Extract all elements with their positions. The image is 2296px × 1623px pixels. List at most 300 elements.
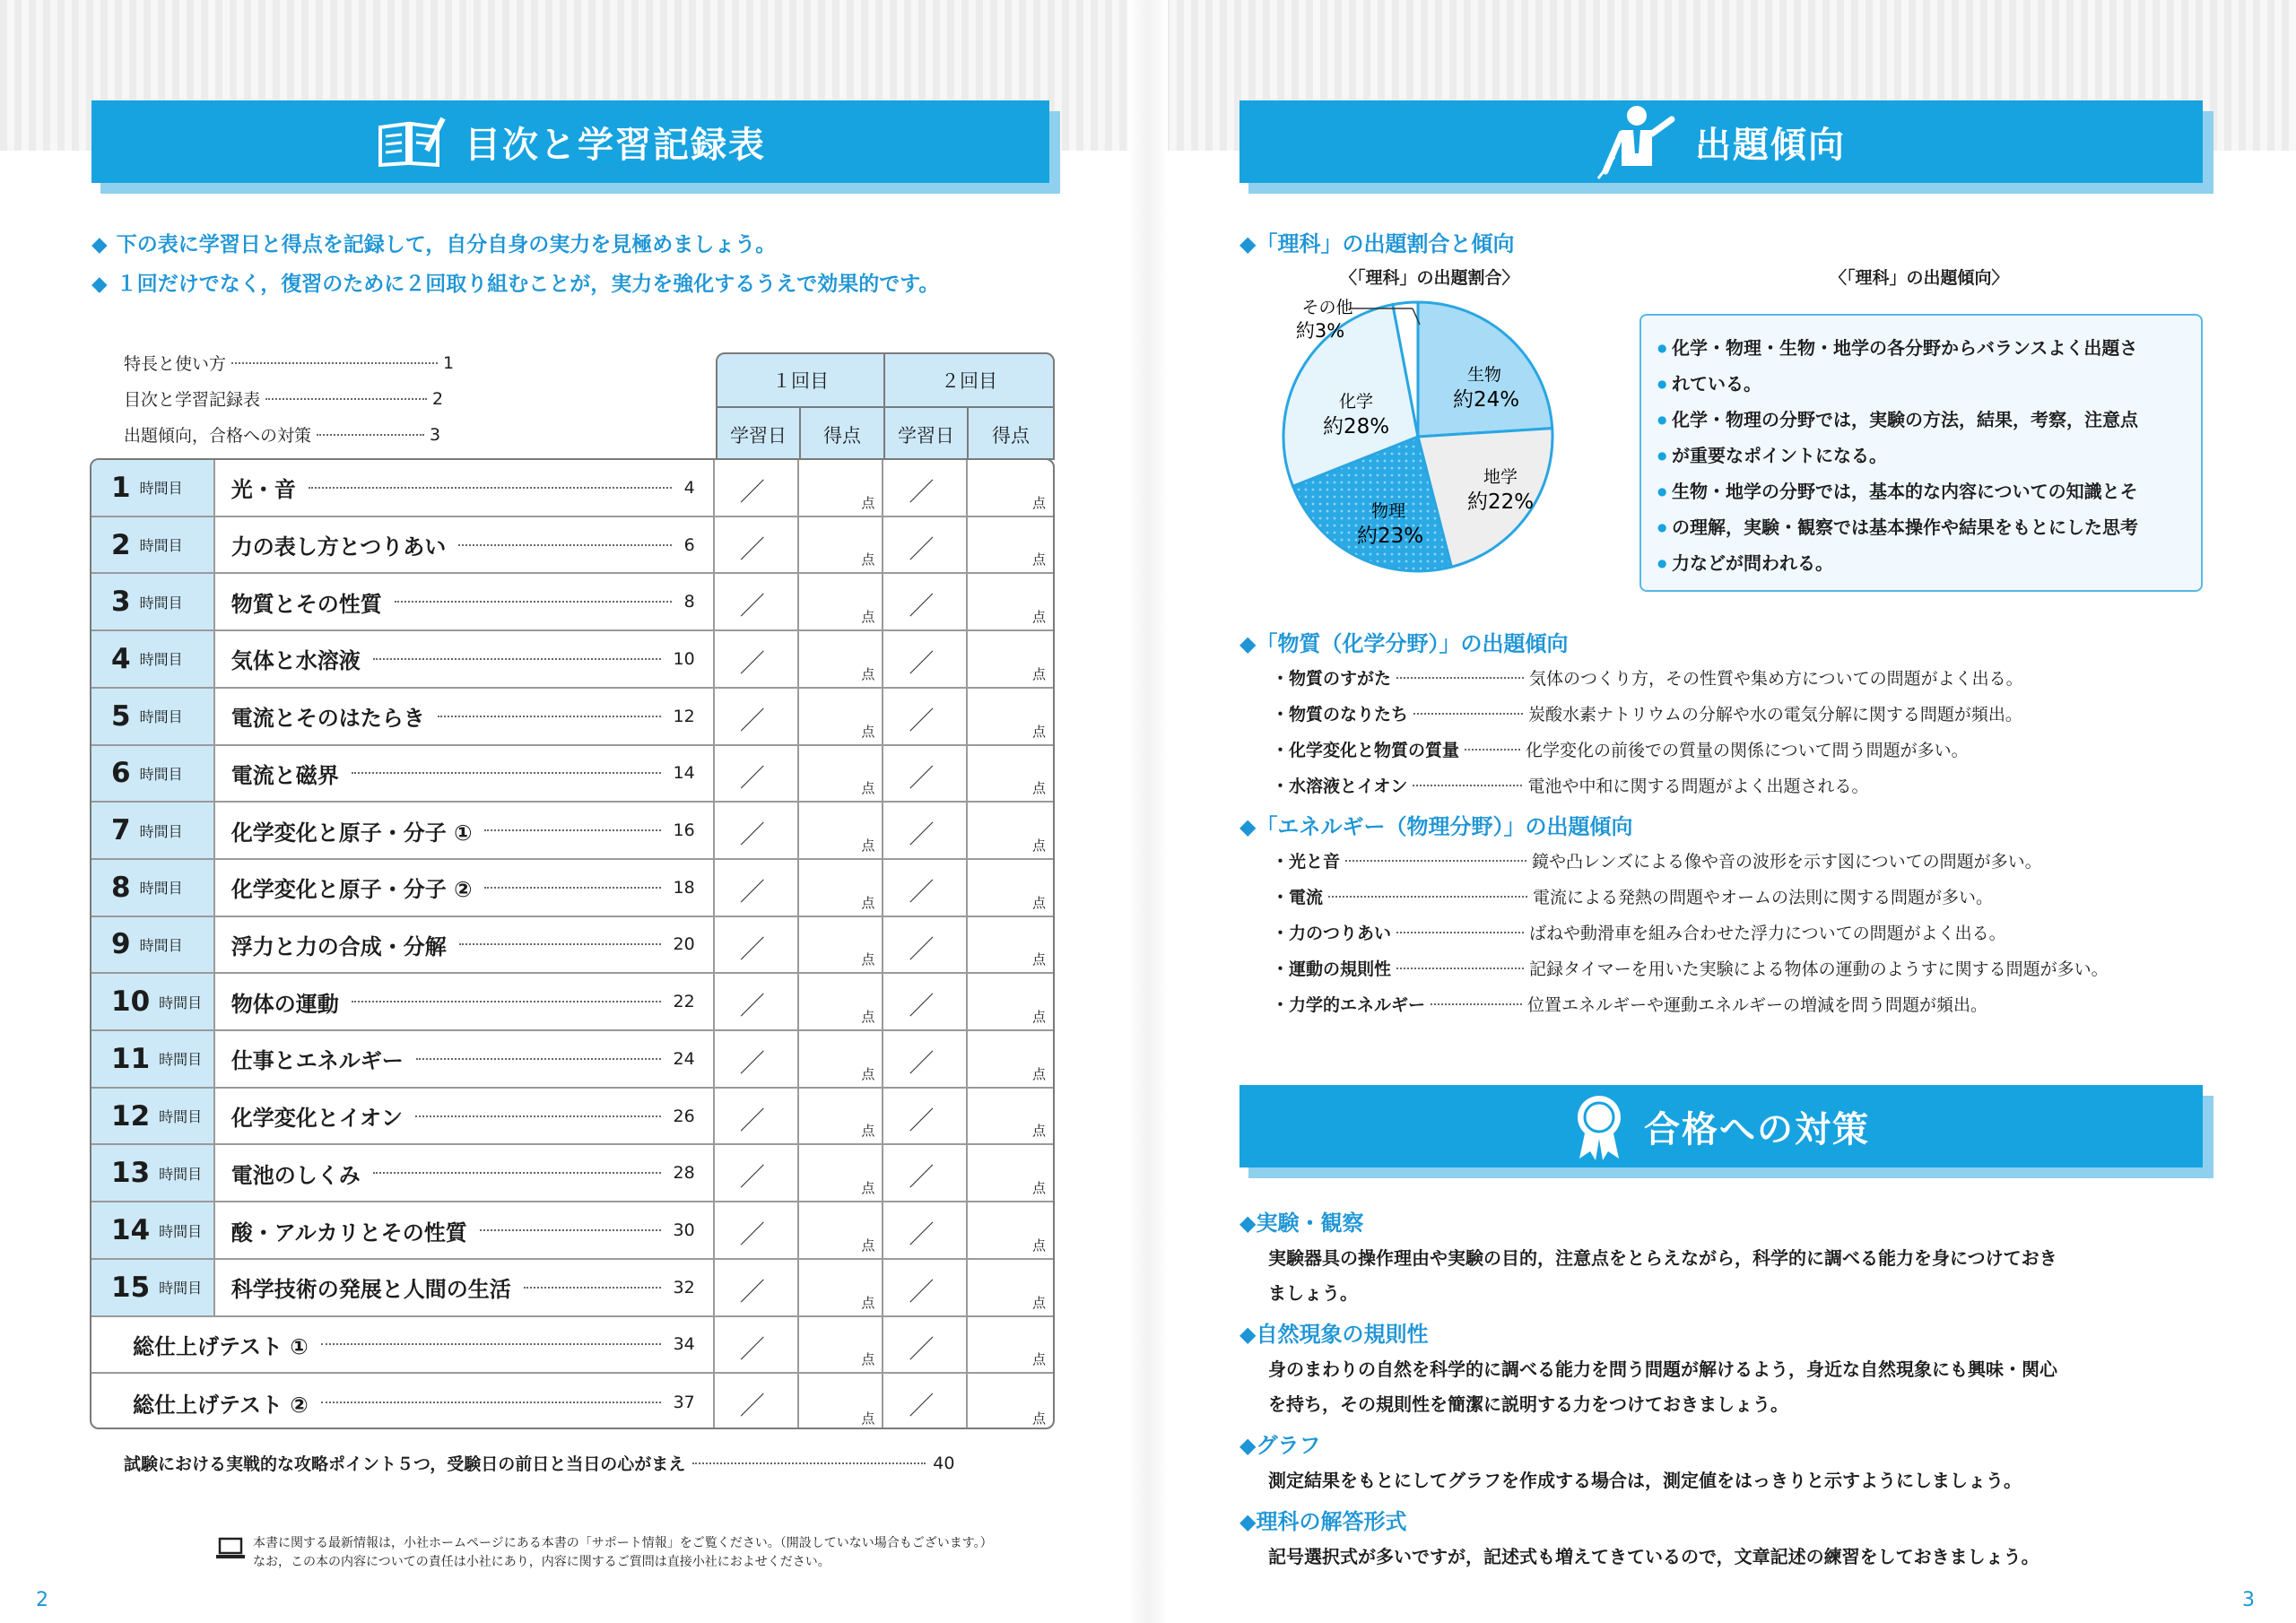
lesson-row: [91, 631, 1053, 689]
trend-row: [1272, 665, 2023, 690]
date-slash: ／: [739, 648, 765, 679]
score-cell[interactable]: [968, 1260, 1053, 1315]
lesson-number: 15: [111, 1271, 151, 1304]
date-slash: ／: [739, 534, 765, 564]
date-slash: ／: [909, 534, 935, 564]
hour-label: 時間目: [139, 708, 183, 726]
record-table-header: [716, 352, 1055, 460]
score-cell[interactable]: [968, 974, 1053, 1029]
score-cell[interactable]: [799, 803, 884, 858]
date-slash: ／: [909, 591, 935, 621]
trend-row: [1272, 737, 1969, 761]
lesson-number: 3: [111, 586, 131, 619]
study-date-cell[interactable]: [715, 860, 799, 916]
study-date-cell[interactable]: [715, 631, 799, 687]
strategy-text: 身のまわりの自然を科学的に調べる能力を問う問題が解けるよう，身近な自然現象にも興味・関心: [1268, 1358, 2057, 1380]
point-unit: 点: [1031, 1065, 1046, 1082]
trend-row: [1272, 773, 1868, 797]
date-slash: ／: [739, 933, 765, 964]
lesson-row: [91, 1031, 1053, 1089]
study-date-header: 学習日: [885, 408, 969, 460]
study-date-cell[interactable]: [883, 631, 968, 687]
score-cell[interactable]: [968, 917, 1053, 973]
study-date-cell[interactable]: [715, 1374, 799, 1429]
test-title: 総仕上げテスト ②: [133, 1392, 309, 1418]
study-date-header: 学習日: [718, 408, 801, 460]
lesson-row: [91, 460, 1053, 517]
point-unit: 点: [1031, 1123, 1046, 1140]
slice-value-earth: 約22%: [1466, 490, 1535, 514]
score-cell[interactable]: [968, 1031, 1053, 1087]
strategy-text: 測定結果をもとにしてグラフを作成する場合は，測定値をはっきりと示すようにしましょう。: [1268, 1470, 2022, 1491]
lesson-row: [91, 574, 1053, 631]
lesson-number-cell: [91, 517, 215, 573]
score-cell[interactable]: [799, 689, 884, 744]
date-slash: ／: [739, 1276, 765, 1306]
score-cell[interactable]: [968, 1145, 1053, 1201]
score-cell[interactable]: [799, 1145, 884, 1201]
study-date-cell[interactable]: [883, 574, 968, 629]
test-title-cell: [91, 1374, 715, 1429]
point-unit: 点: [861, 723, 875, 740]
lesson-page: 6: [683, 534, 695, 555]
leader-dots: [1431, 1003, 1522, 1005]
point-unit: 点: [1031, 1351, 1046, 1368]
lesson-title-cell: [215, 460, 715, 516]
date-slash: ／: [739, 1105, 765, 1135]
score-cell[interactable]: [968, 517, 1053, 573]
lesson-number-cell: [91, 1145, 215, 1201]
diamond-icon: ◆: [1239, 1509, 1257, 1534]
trend-description: 電池や中和に関する問題がよく出題される。: [1527, 777, 1869, 796]
trend-description: 電流による発熱の問題やオームの法則に関する問題が多い。: [1533, 888, 1994, 907]
strategy-text: を持ち，その規則性を簡潔に説明する力をつけておきましょう。: [1268, 1393, 1788, 1415]
pie-caption: 〈「理科」の出題割合〉: [1340, 268, 1519, 288]
trend-row: [1272, 848, 2042, 872]
lesson-title-cell: [215, 860, 715, 916]
lesson-number: 4: [111, 642, 131, 675]
lesson-page: 28: [673, 1163, 695, 1184]
trend-topic: ・電流: [1272, 888, 1324, 907]
study-date-cell[interactable]: [883, 1202, 968, 1258]
point-unit: 点: [861, 894, 875, 911]
point-unit: 点: [1031, 1410, 1046, 1427]
lesson-page: 16: [673, 820, 695, 841]
point-unit: 点: [861, 780, 875, 797]
point-unit: 点: [861, 1009, 875, 1026]
trend-row: [1272, 956, 2109, 980]
slice-value-chem: 約28%: [1322, 415, 1390, 438]
point-unit: 点: [861, 494, 875, 511]
point-unit: 点: [861, 1180, 875, 1197]
lesson-page: 32: [673, 1277, 695, 1298]
hour-label: 時間目: [139, 480, 183, 498]
strategy-text: ましょう。: [1268, 1282, 1358, 1304]
lesson-title-cell: [215, 746, 715, 802]
lesson-number-cell: [91, 631, 215, 687]
lesson-number: 1: [111, 471, 131, 504]
lesson-title: 物質とその性質: [230, 591, 382, 617]
date-slash: ／: [909, 705, 935, 735]
lesson-row: [91, 746, 1053, 803]
trend-topic: ・物質のすがた: [1272, 669, 1392, 689]
study-date-cell[interactable]: [883, 746, 968, 802]
point-unit: 点: [861, 837, 875, 854]
score-cell[interactable]: [799, 1031, 884, 1087]
lesson-row: [91, 803, 1053, 860]
score-cell[interactable]: [968, 1089, 1053, 1144]
point-unit: 点: [861, 1065, 875, 1082]
trend-description: 化学変化の前後での質量の関係について問う問題が多い。: [1526, 741, 1969, 760]
score-cell[interactable]: [968, 860, 1053, 916]
lesson-title-cell: [215, 517, 715, 573]
lesson-page: 22: [673, 992, 695, 1012]
date-slash: ／: [739, 1048, 765, 1079]
hour-label: 時間目: [139, 651, 183, 669]
lesson-title: 科学技術の発展と人間の生活: [230, 1277, 511, 1303]
lesson-title: 電流とそのはたらき: [230, 706, 425, 732]
point-unit: 点: [1031, 723, 1046, 740]
lesson-page: 4: [683, 477, 695, 498]
notebook-icon: [375, 115, 447, 169]
lesson-number-cell: [91, 974, 215, 1029]
date-slash: ／: [739, 477, 765, 507]
score-header: 得点: [801, 408, 885, 460]
test-title: 総仕上げテスト ①: [133, 1333, 309, 1359]
score-cell[interactable]: [799, 1317, 884, 1373]
test-page: 37: [673, 1393, 695, 1413]
lesson-row: [91, 1260, 1053, 1317]
trend-description: 鏡や凸レンズによる像や音の波形を示す図についての問題が多い。: [1532, 852, 2042, 872]
date-slash: ／: [909, 876, 935, 907]
trend-banner: [1239, 100, 2203, 183]
test-row: [91, 1374, 1053, 1429]
lesson-number: 2: [111, 528, 131, 561]
date-slash: ／: [909, 762, 935, 793]
score-cell[interactable]: [799, 1202, 884, 1258]
award-ribbon-icon: [1572, 1092, 1626, 1160]
trend-box: [1639, 314, 2203, 592]
lesson-title-cell: [215, 974, 715, 1029]
point-unit: 点: [1031, 1180, 1046, 1197]
study-date-cell[interactable]: [883, 689, 968, 744]
point-unit: 点: [861, 1123, 875, 1140]
study-date-cell[interactable]: [883, 803, 968, 858]
strategy-heading: ◆実験・観察: [1239, 1211, 1364, 1236]
diamond-icon: ◆: [91, 233, 108, 256]
date-slash: ／: [909, 933, 935, 964]
lesson-title-cell: [215, 689, 715, 744]
lesson-row: [91, 689, 1053, 746]
study-date-cell[interactable]: [715, 1089, 799, 1144]
study-date-cell[interactable]: [715, 689, 799, 744]
score-cell[interactable]: [799, 974, 884, 1029]
date-slash: ／: [739, 705, 765, 735]
trend-topic: ・力学的エネルギー: [1272, 995, 1426, 1015]
date-slash: ／: [739, 1391, 765, 1421]
point-unit: 点: [861, 551, 875, 568]
score-cell[interactable]: [799, 574, 884, 629]
date-slash: ／: [739, 1333, 765, 1364]
trend-description: 炭酸水素ナトリウムの分解や水の電気分解に関する問題が頻出。: [1528, 705, 2022, 725]
lesson-number-cell: [91, 917, 215, 973]
trend-item-cont: ● 力などが問われる。: [1657, 545, 2183, 581]
date-slash: ／: [909, 648, 935, 679]
trend-row: [1272, 992, 1987, 1016]
trend-topic: ・水溶液とイオン: [1272, 777, 1408, 796]
trend-topic: ・力のつりあい: [1272, 924, 1392, 943]
score-cell[interactable]: [968, 460, 1053, 516]
lesson-number: 14: [111, 1214, 151, 1247]
score-cell[interactable]: [968, 574, 1053, 629]
date-slash: ／: [739, 1219, 765, 1250]
trend-item: ● 化学・物理・生物・地学の各分野からバランスよく出題さ: [1657, 330, 2183, 366]
point-unit: 点: [1031, 551, 1046, 568]
score-cell[interactable]: [968, 1202, 1053, 1258]
lesson-page: 30: [673, 1220, 695, 1241]
trend-item: ● 化学・物理の分野では，実験の方法，結果，考察，注意点: [1657, 402, 2183, 438]
lesson-page: 12: [673, 706, 695, 726]
lesson-title: 力の表し方とつりあい: [230, 534, 447, 560]
lesson-number: 7: [111, 814, 131, 847]
point-unit: 点: [861, 1410, 875, 1427]
strategy-text: 実験器具の操作理由や実験の目的，注意点をとらえながら，科学的に調べる能力を身につけておき: [1268, 1247, 2057, 1269]
date-slash: ／: [909, 1391, 935, 1421]
lesson-number: 11: [111, 1042, 151, 1075]
lesson-row: [91, 517, 1053, 575]
slice-value-bio: 約24%: [1452, 388, 1520, 412]
point-unit: 点: [1031, 494, 1046, 511]
study-date-cell[interactable]: [715, 1202, 799, 1258]
slice-label-chem: 化学: [1338, 392, 1374, 412]
slice-label-earth: 地学: [1483, 467, 1518, 487]
study-date-cell[interactable]: [883, 1145, 968, 1201]
score-cell[interactable]: [799, 631, 884, 687]
leader-dots: [1328, 896, 1527, 898]
laptop-icon: [215, 1537, 246, 1560]
trend-topic: ・物質のなりたち: [1272, 705, 1409, 725]
study-date-cell[interactable]: [883, 517, 968, 573]
support-note: 本書に関する最新情報は，小社ホームページにある本書の「サポート情報」をご覧ください。（開設していない場合もございます。） なお，この本の内容についての責任は小社にあり，内容に関するご質問は直接小社におよせください。: [253, 1536, 993, 1569]
round-2-header: ２回目: [941, 370, 997, 392]
leader-dots: [1396, 968, 1524, 969]
final-entry: 試験における実戦的な攻略ポイント５つ，受験日の前日と当日の心がまえ 40: [124, 1453, 955, 1474]
study-date-cell[interactable]: [883, 974, 968, 1029]
trend-description: 位置エネルギーや運動エネルギーの増減を問う問題が頻出。: [1527, 995, 1988, 1015]
trend-topic: ・光と音: [1272, 852, 1341, 872]
study-date-cell[interactable]: [883, 1089, 968, 1144]
trend-description: ばねや動滑車を組み合わせた浮力についての問題がよく出る。: [1529, 924, 2006, 943]
date-slash: ／: [909, 1219, 935, 1250]
study-date-cell[interactable]: [715, 917, 799, 973]
trend-topic: ・運動の規則性: [1272, 959, 1392, 979]
point-unit: 点: [861, 665, 875, 682]
date-slash: ／: [909, 1105, 935, 1135]
point-unit: 点: [861, 1294, 875, 1311]
lesson-number-cell: [91, 746, 215, 802]
diamond-icon: ◆: [1239, 1211, 1257, 1236]
date-slash: ／: [739, 762, 765, 793]
lesson-row: [91, 1089, 1053, 1146]
study-date-cell[interactable]: [715, 746, 799, 802]
date-slash: ／: [909, 1333, 935, 1364]
study-date-cell[interactable]: [883, 860, 968, 916]
point-unit: 点: [1031, 780, 1046, 797]
lesson-page: 10: [673, 648, 695, 669]
strategy-text: 記号選択式が多いですが，記述式も増えてきているので，文章記述の練習をしておきましょう。: [1268, 1546, 2039, 1567]
lesson-title: 仕事とエネルギー: [230, 1048, 404, 1074]
lesson-number-cell: [91, 1089, 215, 1144]
study-date-cell[interactable]: [883, 460, 968, 516]
lesson-title-cell: [215, 574, 715, 629]
banner-title: 合格への対策: [1644, 1108, 1870, 1150]
score-cell[interactable]: [968, 631, 1053, 687]
study-date-cell[interactable]: [715, 517, 799, 573]
lesson-number-cell: [91, 860, 215, 916]
lesson-number: 5: [111, 699, 131, 733]
score-cell[interactable]: [968, 803, 1053, 858]
point-unit: 点: [861, 1237, 875, 1254]
lesson-row: [91, 1202, 1053, 1260]
contents-banner: [91, 100, 1049, 183]
lesson-number-cell: [91, 1260, 215, 1315]
leader-dots: [1413, 713, 1523, 715]
page-number-left: 2: [36, 1589, 48, 1611]
trend-row: [1272, 701, 2022, 725]
slice-label-physics: 物理: [1370, 501, 1406, 521]
strategy-heading: ◆理科の解答形式: [1239, 1509, 1407, 1534]
lesson-number-cell: [91, 1202, 215, 1258]
score-cell[interactable]: [799, 746, 884, 802]
book-spine: [1128, 0, 1168, 1623]
point-unit: 点: [1031, 837, 1046, 854]
trend-item: ● 生物・地学の分野では，基本的な内容についての知識とそ: [1657, 473, 2183, 509]
slice-value-other: 約3%: [1295, 320, 1345, 342]
hour-label: 時間目: [139, 880, 183, 898]
lesson-number-cell: [91, 803, 215, 858]
lesson-title: 電流と磁界: [230, 762, 339, 788]
lesson-title: 気体と水溶液: [230, 648, 361, 674]
hour-label: 時間目: [159, 1165, 203, 1183]
study-date-cell[interactable]: [715, 574, 799, 629]
leader-dots: [1465, 749, 1520, 751]
hour-label: 時間目: [159, 1108, 203, 1126]
lesson-number: 8: [111, 871, 131, 904]
slice-label-other: その他: [1301, 298, 1353, 317]
score-cell[interactable]: [799, 1374, 884, 1429]
lesson-page: 18: [673, 877, 695, 898]
study-date-cell[interactable]: [715, 1260, 799, 1315]
test-row: [91, 1317, 1053, 1375]
hour-label: 時間目: [139, 537, 183, 555]
score-header: 得点: [992, 425, 1031, 447]
study-date-cell[interactable]: [715, 1031, 799, 1087]
strategy-banner: [1239, 1085, 2203, 1167]
lesson-number: 12: [111, 1099, 151, 1133]
diamond-icon: ◆: [1239, 631, 1257, 656]
test-title-cell: [91, 1317, 715, 1373]
lesson-title-cell: [215, 1031, 715, 1087]
leader-dots: [1345, 860, 1526, 862]
page-number-right: 3: [2242, 1589, 2255, 1611]
diamond-icon: ◆: [91, 273, 108, 296]
study-date-cell[interactable]: [715, 460, 799, 516]
hour-label: 時間目: [139, 765, 183, 783]
lesson-title: 物体の運動: [230, 991, 339, 1017]
study-date-cell[interactable]: [715, 1317, 799, 1373]
study-date-cell[interactable]: [883, 917, 968, 973]
chem-heading: ◆「物質（化学分野）」の出題傾向: [1239, 631, 1569, 656]
score-cell[interactable]: [968, 689, 1053, 744]
diamond-icon: ◆: [1239, 814, 1257, 839]
date-slash: ／: [739, 876, 765, 907]
study-date-cell[interactable]: [715, 974, 799, 1029]
study-date-cell[interactable]: [715, 803, 799, 858]
lesson-title: 浮力と力の合成・分解: [230, 933, 447, 959]
lesson-row: [91, 860, 1053, 917]
lesson-row: [91, 1145, 1053, 1202]
misc-entry: 特長と使い方 1: [124, 352, 455, 374]
trend-description: 記録タイマーを用いた実験による物体の運動のようすに関する問題が多い。: [1529, 959, 2109, 979]
hour-label: 時間目: [159, 994, 203, 1011]
study-date-cell[interactable]: [883, 1317, 968, 1373]
lesson-number: 10: [111, 985, 151, 1019]
study-date-cell[interactable]: [883, 1260, 968, 1315]
trend-item-cont: ● の理解，実験・観察では基本操作や結果をもとにした思考: [1657, 509, 2183, 545]
trend-row: [1272, 920, 2006, 944]
hour-label: 時間目: [159, 1051, 203, 1069]
strategy-heading: ◆自然現象の規則性: [1239, 1322, 1429, 1347]
lesson-title: 化学変化と原子・分子 ②: [230, 877, 473, 903]
score-cell[interactable]: [799, 1089, 884, 1144]
score-cell[interactable]: [968, 1317, 1053, 1373]
lesson-title: 化学変化と原子・分子 ①: [230, 820, 473, 846]
point-unit: 点: [1031, 951, 1046, 968]
score-cell[interactable]: [799, 517, 884, 573]
trend-description: 気体のつくり方，その性質や集め方についての問題がよく出る。: [1529, 669, 2023, 689]
lesson-title-cell: [215, 1089, 715, 1144]
date-slash: ／: [909, 820, 935, 850]
lesson-title-cell: [215, 917, 715, 973]
score-cell[interactable]: [968, 1374, 1053, 1429]
study-date-cell[interactable]: [883, 1031, 968, 1087]
score-cell[interactable]: [968, 746, 1053, 802]
score-cell[interactable]: [799, 1260, 884, 1315]
banner-title: 出題傾向: [1695, 124, 1846, 166]
point-unit: 点: [861, 609, 875, 626]
banner-title: 目次と学習記録表: [465, 124, 766, 166]
point-unit: 点: [1031, 1294, 1046, 1311]
study-date-cell[interactable]: [883, 1374, 968, 1429]
date-slash: ／: [739, 591, 765, 621]
round-1-header: １回目: [718, 354, 885, 406]
score-cell[interactable]: [799, 917, 884, 973]
lesson-number: 6: [111, 757, 131, 790]
score-cell[interactable]: [799, 460, 884, 516]
misc-entry: 目次と学習記録表 2: [124, 388, 444, 410]
lesson-page: 14: [673, 763, 695, 784]
lesson-number: 13: [111, 1157, 151, 1190]
leader-dots: [1413, 785, 1522, 786]
intro-line-1: ◆ 下の表に学習日と得点を記録して，自分自身の実力を見極めましょう。: [91, 233, 777, 256]
hour-label: 時間目: [159, 1222, 203, 1240]
study-date-cell[interactable]: [715, 1145, 799, 1201]
score-cell[interactable]: [799, 860, 884, 916]
date-slash: ／: [739, 991, 765, 1021]
date-slash: ／: [739, 1162, 765, 1193]
ratio-pie-chart: [1274, 285, 1578, 608]
date-slash: ／: [739, 820, 765, 850]
